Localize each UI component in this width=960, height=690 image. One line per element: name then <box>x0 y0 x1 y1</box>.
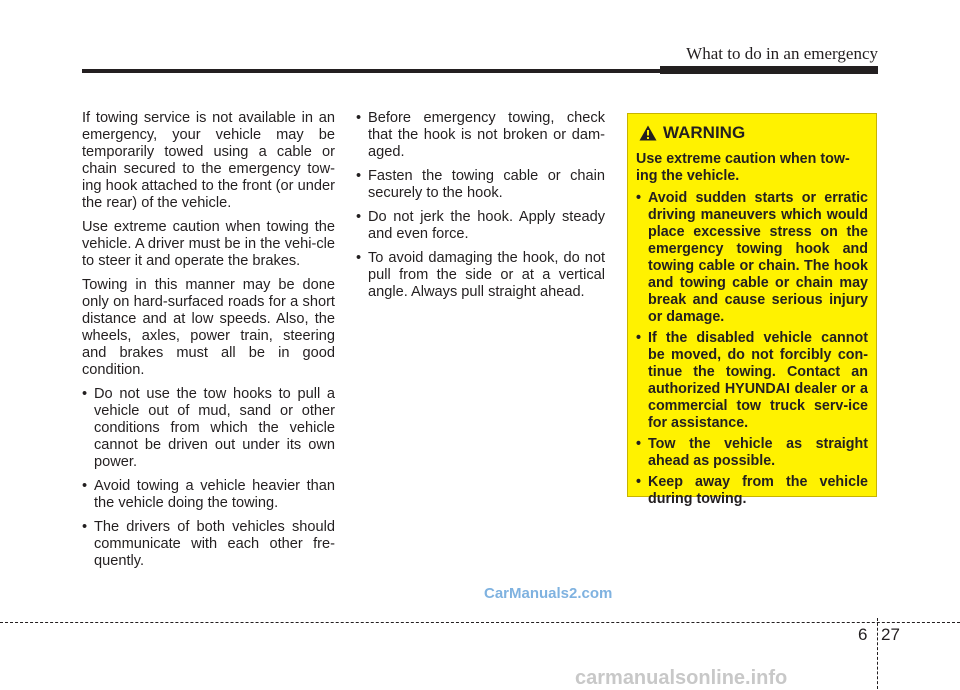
section-title: What to do in an emergency <box>686 44 878 63</box>
list-item-text: To avoid damaging the hook, do not pull from the side or at a vertical angle. Always pull straight ahead. <box>368 250 605 300</box>
watermark-link[interactable]: CarManuals2.com <box>484 585 613 602</box>
list-item <box>636 190 868 326</box>
list-item-text: Tow the vehicle as straight ahead as possible. <box>648 436 868 469</box>
paragraph: Use extreme caution when towing the vehicle. A driver must be in the vehi-cle to steer it and operate the brakes. <box>82 219 335 269</box>
chapter-number: 6 <box>858 625 868 644</box>
list-item-text: Avoid towing a vehicle heavier than the vehicle doing the towing. <box>94 478 335 511</box>
warning-list <box>636 190 868 508</box>
bullet-icon: • <box>82 386 88 402</box>
header-rule-accent <box>660 66 878 74</box>
warning-intro: Use extreme caution when tow-ing the vehicle. <box>636 151 850 184</box>
bullet-icon: • <box>636 474 642 490</box>
list-item-text: The drivers of both vehicles should communicate with each other fre-quently. <box>94 519 335 569</box>
bullet-icon: • <box>356 168 362 184</box>
bullet-icon: • <box>82 478 88 494</box>
list-item-text: Do not jerk the hook. Apply steady and even force. <box>368 209 605 242</box>
list-item <box>356 168 605 202</box>
list-item-text: Avoid sudden starts or erratic driving maneuvers which would place excessive stress on the emergency towing hook and towing cable or chain. The hook and towing cable or chain may break and cause serious injury or damage. <box>648 190 868 325</box>
bullet-icon: • <box>636 330 642 346</box>
warning-box <box>627 113 877 507</box>
warning-title: WARNING <box>663 123 746 142</box>
list-item <box>636 436 868 470</box>
middle-column <box>356 110 605 308</box>
bullet-icon: • <box>356 110 362 126</box>
footer-watermark: carmanualsonline.info <box>575 667 788 689</box>
list-item-text: Before emergency towing, check that the hook is not broken or dam-aged. <box>368 110 605 160</box>
bullet-icon: • <box>356 209 362 225</box>
list-item <box>636 330 868 432</box>
bullet-icon: • <box>82 519 88 535</box>
list-item <box>636 474 868 508</box>
list-item <box>356 110 605 161</box>
bullet-list <box>356 110 605 301</box>
list-item-text: Do not use the tow hooks to pull a vehicle out of mud, sand or other conditions from which the vehicle cannot be driven out under its own power. <box>94 386 335 470</box>
bullet-list <box>82 386 335 570</box>
paragraph: If towing service is not available in an emergency, your vehicle may be temporarily towed using a cable or chain secured to the emergency tow-ing hook attached to the front (or under the rear) of the vehicle. <box>82 110 335 211</box>
warning-header <box>636 124 868 141</box>
list-item <box>82 386 335 471</box>
page-number: 27 <box>881 625 900 644</box>
footer-rule <box>0 622 960 623</box>
list-item <box>356 209 605 243</box>
list-item-text: Keep away from the vehicle during towing. <box>648 474 868 507</box>
list-item-text: Fasten the towing cable or chain securely to the hook. <box>368 168 605 201</box>
list-item-text: If the disabled vehicle cannot be moved, do not forcibly con-tinue the towing. Contact an authorized HYUNDAI dealer or a commercial tow truck serv-ice for assistance. <box>648 330 868 431</box>
bullet-icon: • <box>636 436 642 452</box>
left-column <box>82 110 335 577</box>
list-item <box>356 250 605 301</box>
bullet-icon: • <box>636 190 642 206</box>
list-item <box>82 519 335 570</box>
paragraph: Towing in this manner may be done only on hard-surfaced roads for a short distance and at low speeds. Also, the wheels, axles, power train, steering and brakes must all be in good condition. <box>82 277 335 378</box>
bullet-icon: • <box>356 250 362 266</box>
list-item <box>82 478 335 512</box>
page-number-divider <box>877 618 878 689</box>
warning-triangle-icon <box>639 125 657 141</box>
